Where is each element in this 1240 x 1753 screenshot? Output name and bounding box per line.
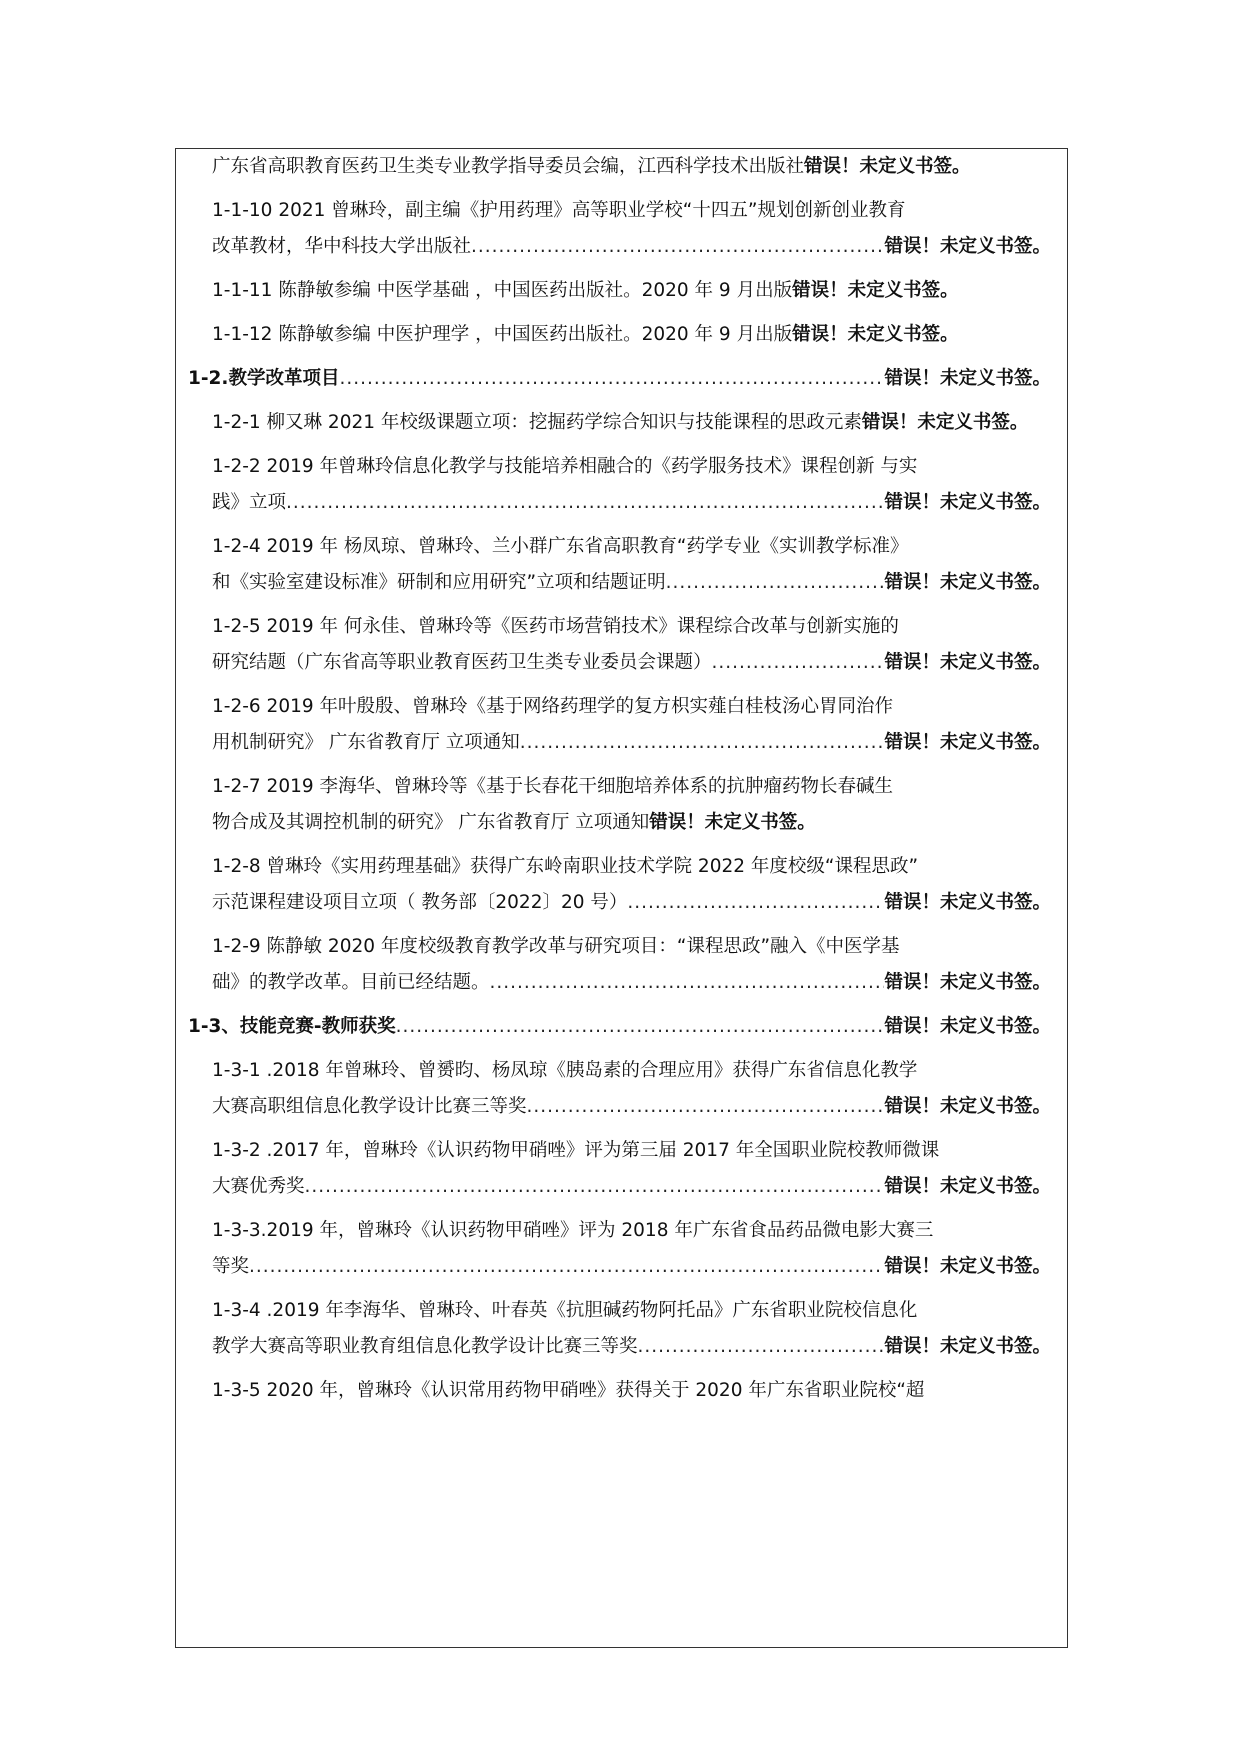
toc-entry <box>212 929 1051 1009</box>
toc-entry-text: 1-2.教学改革项目 <box>188 368 340 389</box>
toc-entry-text-line1: 1-2-9 陈静敏 2020 年度校级教育教学改革与研究项目：“课程思政”融入《中医学基 <box>212 936 900 957</box>
dot-leader <box>490 965 885 1001</box>
toc-entry-text: 1-3、技能竞赛-教师获奖 <box>188 1016 396 1037</box>
toc-entry-text-line1: 1-2-7 2019 李海华、曾琳玲等《基于长春花干细胞培养体系的抗肿瘤药物长春碱生 <box>212 776 894 797</box>
bookmark-error-text: 错误！未定义书签。 <box>884 1336 1051 1357</box>
toc-entry-text-line1: 1-2-5 2019 年 何永佳、曾琳玲等《医药市场营销技术》课程综合改革与创新实施的 <box>212 616 899 637</box>
toc-entry <box>212 1373 1051 1417</box>
toc-entry <box>212 1133 1051 1213</box>
bookmark-error-text: 错误！未定义书签。 <box>884 1256 1051 1277</box>
document-table-cell <box>175 148 1068 1648</box>
toc-entry-text: 1-2-1 柳又琳 2021 年校级课题立项：挖掘药学综合知识与技能课程的思政元素 <box>212 412 862 433</box>
toc-entry-text-line1: 1-3-3.2019 年，曾琳玲《认识药物甲硝唑》评为 2018 年广东省食品药品微电影大赛三 <box>212 1220 934 1241</box>
toc-entry-text-line1: 1-3-2 .2017 年，曾琳玲《认识药物甲硝唑》评为第三届 2017 年全国职业院校教师微课 <box>212 1140 940 1161</box>
toc-entry-text: 1-1-11 陈静敏参编 中医学基础 ，中国医药出版社。2020 年 9 月出版 <box>212 280 793 301</box>
dot-leader <box>527 1089 885 1125</box>
dot-leader <box>638 1329 885 1365</box>
toc-entry-text: 研究结题（广东省高等职业教育医药卫生类专业委员会课题） <box>212 652 712 673</box>
toc-entry-text-line1: 1-2-4 2019 年 杨凤琼、曾琳玲、兰小群广东省高职教育“药学专业《实训教学标准》 <box>212 536 909 557</box>
toc-entry-text: 1-1-12 陈静敏参编 中医护理学 ，中国医药出版社。2020 年 9 月出版 <box>212 324 793 345</box>
bookmark-error-text: 错误！未定义书签。 <box>884 972 1051 993</box>
dot-leader <box>339 361 884 397</box>
toc-entry-text: 用机制研究》 广东省教育厅 立项通知 <box>212 732 520 753</box>
toc-entry <box>212 193 1051 273</box>
toc-entry <box>212 1293 1051 1373</box>
toc-entry-text: 础》的教学改革。目前已经结题。 <box>212 972 490 993</box>
toc-entry <box>212 149 1051 193</box>
dot-leader <box>666 565 885 601</box>
bookmark-error-text: 错误！未定义书签。 <box>884 572 1051 593</box>
toc-section-heading <box>188 361 1051 405</box>
toc-entry <box>212 689 1051 769</box>
toc-entry <box>212 849 1051 929</box>
toc-entry <box>212 529 1051 609</box>
bookmark-error-text: 错误！未定义书签。 <box>884 1096 1051 1117</box>
bookmark-error-text: 错误！未定义书签。 <box>792 280 959 301</box>
dot-leader <box>471 229 884 265</box>
dot-leader <box>249 1249 884 1285</box>
bookmark-error-text: 错误！未定义书签。 <box>884 652 1051 673</box>
bookmark-error-text: 错误！未定义书签。 <box>884 1016 1051 1037</box>
bookmark-error-text: 错误！未定义书签。 <box>792 324 959 345</box>
toc-entry <box>212 609 1051 689</box>
bookmark-error-text: 错误！未定义书签。 <box>649 812 816 833</box>
toc-entry-text-line1: 1-3-5 2020 年，曾琳玲《认识常用药物甲硝唑》获得关于 2020 年广东省职业院校“超 <box>212 1380 925 1401</box>
toc-entry-text: 示范课程建设项目立项（ 教务部〔2022〕20 号） <box>212 892 628 913</box>
toc-entry-text: 和《实验室建设标准》研制和应用研究”立项和结题证明 <box>212 572 666 593</box>
toc-entry-text: 教学大赛高等职业教育组信息化教学设计比赛三等奖 <box>212 1336 638 1357</box>
bookmark-error-text: 错误！未定义书签。 <box>884 368 1051 389</box>
toc-entry <box>212 317 1051 361</box>
bookmark-error-text: 错误！未定义书签。 <box>884 892 1051 913</box>
bookmark-error-text: 错误！未定义书签。 <box>884 732 1051 753</box>
toc-list <box>176 149 1067 1417</box>
toc-entry <box>212 769 1051 849</box>
toc-entry-text: 广东省高职教育医药卫生类专业教学指导委员会编，江西科学技术出版社 <box>212 156 805 177</box>
toc-entry-text-line1: 1-2-6 2019 年叶殷殷、曾琳玲《基于网络药理学的复方枳实薤白桂枝汤心胃同治作 <box>212 696 894 717</box>
bookmark-error-text: 错误！未定义书签。 <box>861 412 1029 433</box>
toc-entry-text: 改革教材，华中科技大学出版社 <box>212 236 472 257</box>
toc-section-heading <box>188 1009 1051 1053</box>
bookmark-error-text: 错误！未定义书签。 <box>884 492 1051 513</box>
toc-entry-text-line1: 1-2-8 曾琳玲《实用药理基础》获得广东岭南职业技术学院 2022 年度校级“课程思政” <box>212 856 919 877</box>
toc-entry-text-line1: 1-1-10 2021 曾琳玲，副主编《护用药理》高等职业学校“十四五”规划创新创业教育 <box>212 200 906 221</box>
toc-entry-text-line1: 1-3-4 .2019 年李海华、曾琳玲、叶春英《抗胆碱药物阿托品》广东省职业院校信息化 <box>212 1300 918 1321</box>
dot-leader <box>712 645 885 681</box>
dot-leader <box>305 1169 885 1205</box>
bookmark-error-text: 错误！未定义书签。 <box>884 236 1051 257</box>
dot-leader <box>396 1009 885 1045</box>
toc-entry <box>212 449 1051 529</box>
dot-leader <box>627 885 884 921</box>
toc-entry <box>212 405 1051 449</box>
toc-entry-text-line1: 1-2-2 2019 年曾琳玲信息化教学与技能培养相融合的《药学服务技术》课程创新 与实 <box>212 456 918 477</box>
toc-entry-text-line1: 1-3-1 .2018 年曾琳玲、曾赟昀、杨凤琼《胰岛素的合理应用》获得广东省信息化教学 <box>212 1060 918 1081</box>
bookmark-error-text: 错误！未定义书签。 <box>884 1176 1051 1197</box>
toc-entry-text: 物合成及其调控机制的研究》 广东省教育厅 立项通知 <box>212 812 650 833</box>
toc-entry-text: 践》立项 <box>212 492 287 513</box>
toc-entry-text: 等奖 <box>212 1256 250 1277</box>
toc-entry-text: 大赛高职组信息化教学设计比赛三等奖 <box>212 1096 527 1117</box>
toc-entry <box>212 273 1051 317</box>
toc-entry <box>212 1053 1051 1133</box>
bookmark-error-text: 错误！未定义书签。 <box>804 156 971 177</box>
dot-leader <box>520 725 885 761</box>
toc-entry <box>212 1213 1051 1293</box>
dot-leader <box>286 485 884 521</box>
toc-entry-text: 大赛优秀奖 <box>212 1176 305 1197</box>
